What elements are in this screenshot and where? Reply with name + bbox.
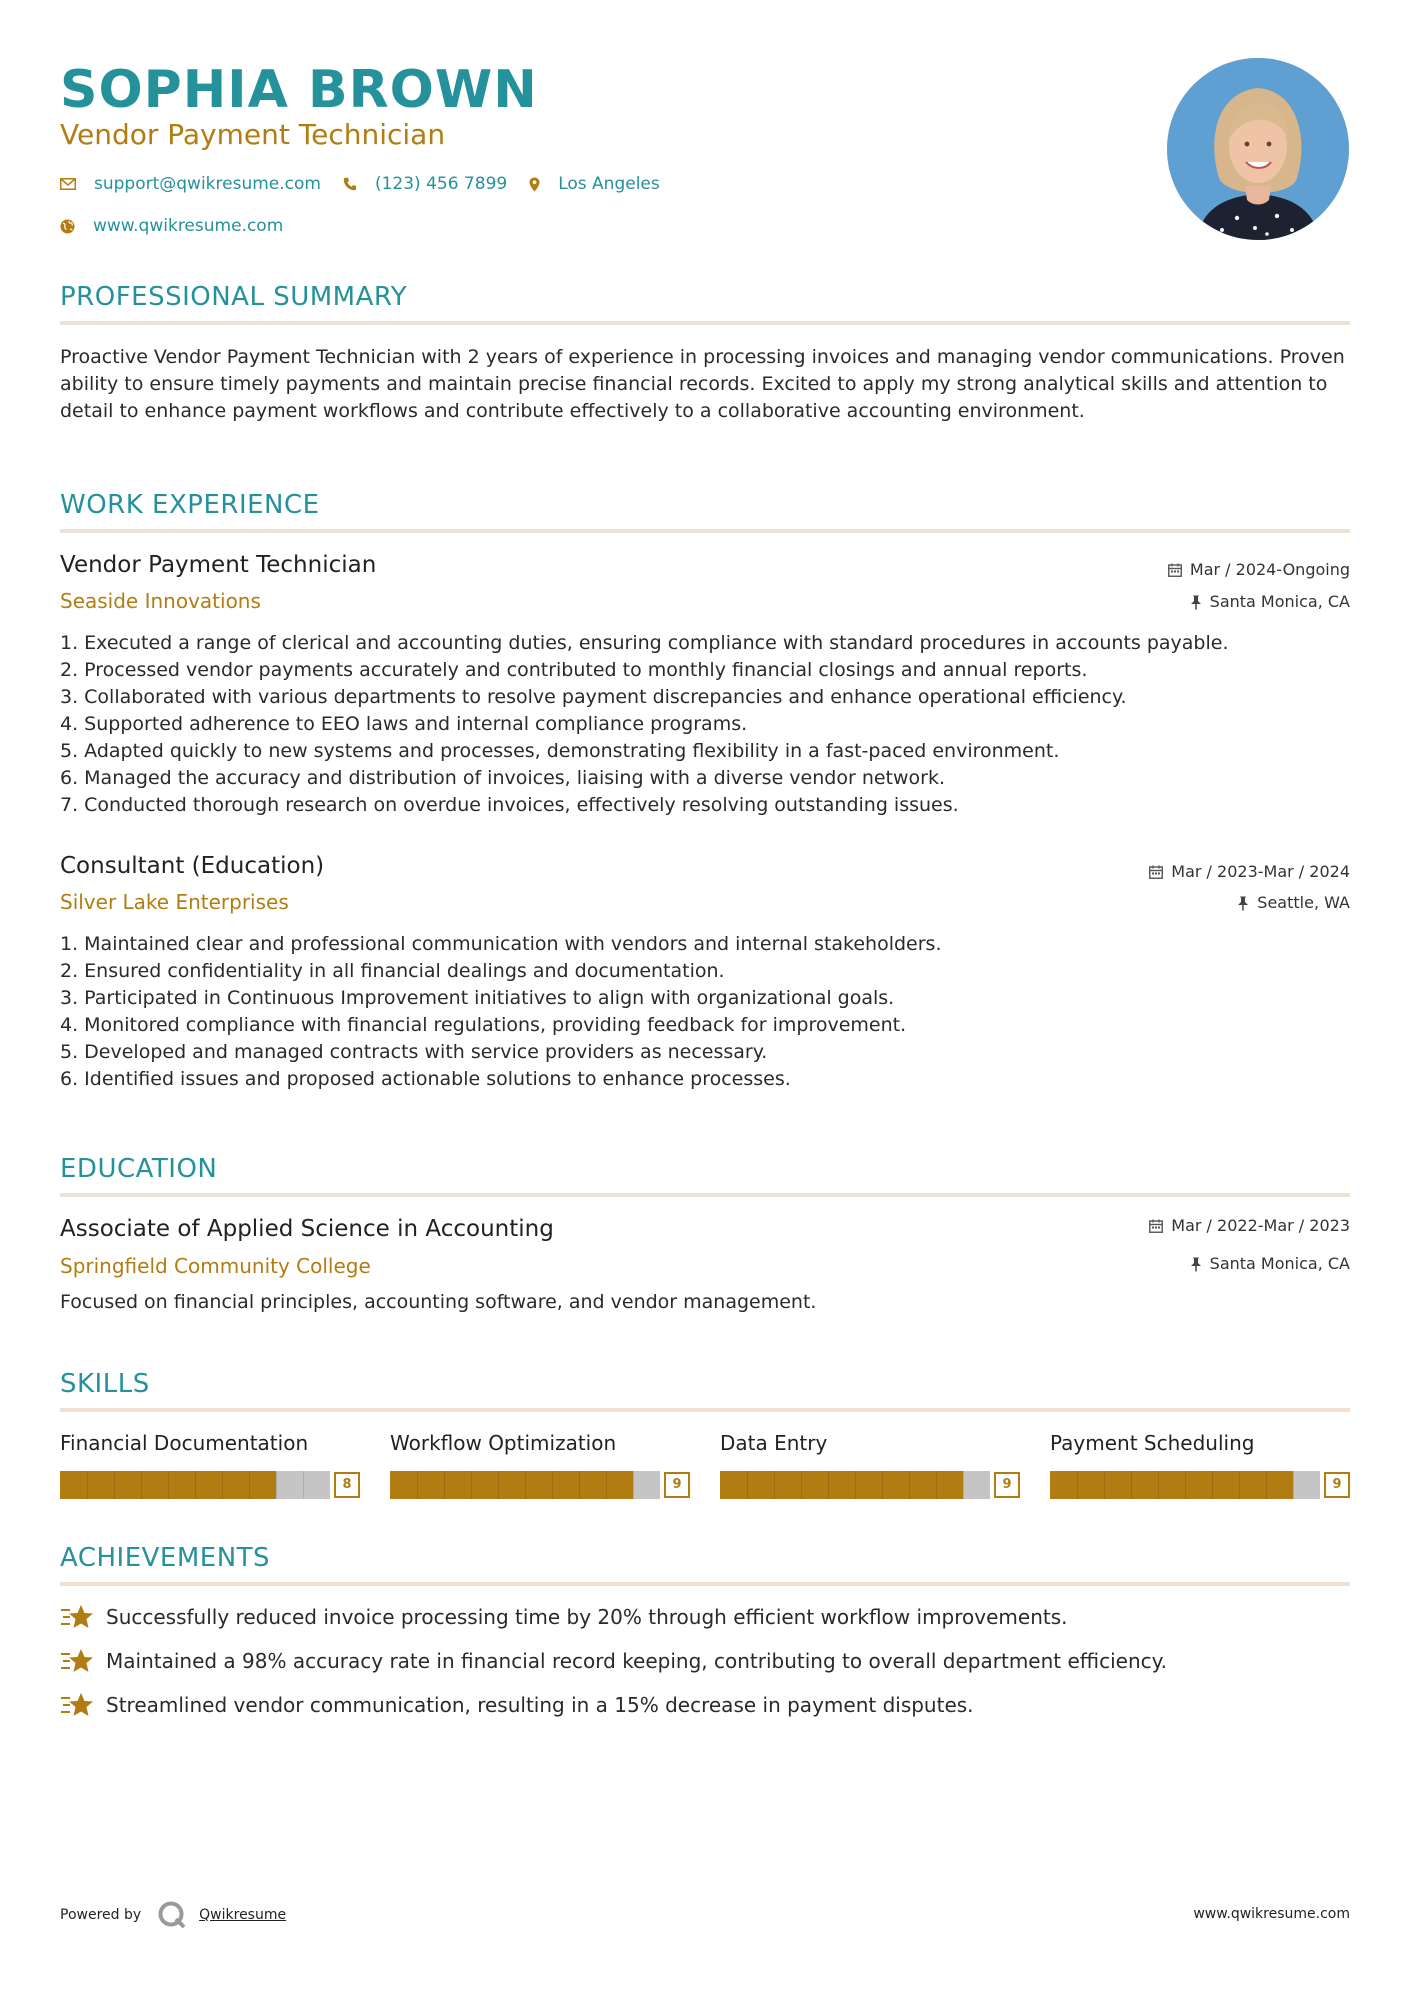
job-company: Seaside Innovations bbox=[60, 589, 261, 613]
skill-bar-segment bbox=[417, 1471, 418, 1499]
list-item: 2. Ensured confidentiality in all financial dealings and documentation. bbox=[60, 960, 725, 982]
skill-bar bbox=[390, 1471, 690, 1499]
location-text: Los Angeles bbox=[558, 174, 660, 194]
skill-bar-segment bbox=[579, 1471, 580, 1499]
summary-heading: PROFESSIONAL SUMMARY bbox=[60, 282, 408, 312]
contact-row bbox=[60, 174, 682, 194]
skills-heading: SKILLS bbox=[60, 1369, 150, 1399]
section-divider bbox=[60, 1582, 1350, 1586]
job-dates bbox=[1168, 560, 1350, 580]
skill-bar-fill bbox=[390, 1471, 633, 1499]
skill-bar-segment bbox=[909, 1471, 910, 1499]
skill-item bbox=[60, 1431, 360, 1499]
list-item: 2. Processed vendor payments accurately and contributed to monthly financial closings and annual reports. bbox=[60, 659, 1088, 681]
contact-email[interactable] bbox=[60, 174, 321, 194]
contact-location bbox=[529, 174, 660, 194]
achievement-text: Streamlined vendor communication, resulting in a 15% decrease in payment disputes. bbox=[106, 1693, 974, 1717]
skill-item bbox=[720, 1431, 1020, 1499]
education-location-text: Santa Monica, CA bbox=[1209, 1254, 1350, 1273]
job-location bbox=[1237, 893, 1350, 913]
education-dates-text: Mar / 2022-Mar / 2023 bbox=[1171, 1216, 1350, 1235]
job-dates bbox=[1149, 862, 1350, 882]
skill-bar-segment bbox=[1266, 1471, 1267, 1499]
job-dates-text: Mar / 2023-Mar / 2024 bbox=[1171, 862, 1350, 881]
skill-name: Workflow Optimization bbox=[390, 1431, 617, 1455]
education-location bbox=[1190, 1254, 1350, 1274]
skill-name: Payment Scheduling bbox=[1050, 1431, 1255, 1455]
phone-text: (123) 456 7899 bbox=[374, 174, 508, 194]
skill-bar-segment bbox=[222, 1471, 223, 1499]
school-name: Springfield Community College bbox=[60, 1254, 371, 1278]
profile-photo bbox=[1167, 58, 1349, 240]
skill-bar-segment bbox=[1239, 1471, 1240, 1499]
list-item: 4. Supported adherence to EEO laws and internal compliance programs. bbox=[60, 713, 748, 735]
list-item: 1. Executed a range of clerical and accounting duties, ensuring compliance with standard procedures in accounts payable. bbox=[60, 632, 1229, 654]
skill-bar-segment bbox=[1293, 1471, 1294, 1499]
job-company: Silver Lake Enterprises bbox=[60, 890, 289, 914]
calendar-icon bbox=[1168, 563, 1182, 577]
contact-website[interactable] bbox=[60, 216, 283, 236]
job-title: Consultant (Education) bbox=[60, 853, 325, 879]
skill-item bbox=[1050, 1431, 1350, 1499]
achievement-item bbox=[60, 1648, 1167, 1674]
skill-bar-segment bbox=[552, 1471, 553, 1499]
education-description: Focused on financial principles, accounting software, and vendor management. bbox=[60, 1291, 817, 1313]
skill-bar-segment bbox=[114, 1471, 115, 1499]
list-item: 7. Conducted thorough research on overdue invoices, effectively resolving outstanding issues. bbox=[60, 794, 959, 816]
portrait-image bbox=[1167, 58, 1349, 240]
degree-title: Associate of Applied Science in Accounting bbox=[60, 1216, 554, 1242]
skill-bar-segment bbox=[855, 1471, 856, 1499]
section-divider bbox=[60, 321, 1350, 325]
skill-bar-segment bbox=[1158, 1471, 1159, 1499]
skill-score: 9 bbox=[664, 1472, 690, 1498]
job-location-text: Seattle, WA bbox=[1257, 893, 1350, 912]
job-location-text: Santa Monica, CA bbox=[1209, 592, 1350, 611]
email-text: support@qwikresume.com bbox=[94, 174, 321, 194]
list-item: 5. Developed and managed contracts with service providers as necessary. bbox=[60, 1041, 768, 1063]
skill-bar-segment bbox=[87, 1471, 88, 1499]
job-duties-list bbox=[60, 630, 1360, 819]
skill-bar-segment bbox=[303, 1471, 304, 1499]
achievement-item bbox=[60, 1692, 974, 1718]
star-icon bbox=[60, 1692, 94, 1718]
section-divider bbox=[60, 1193, 1350, 1197]
footer-powered-by bbox=[60, 1900, 286, 1930]
skill-bar-segment bbox=[1104, 1471, 1105, 1499]
education-heading: EDUCATION bbox=[60, 1154, 218, 1184]
calendar-icon bbox=[1149, 1219, 1163, 1233]
job-location bbox=[1190, 592, 1350, 612]
job-duties-list bbox=[60, 931, 1360, 1093]
job-title: Vendor Payment Technician bbox=[60, 552, 377, 578]
skill-bar-segment bbox=[1212, 1471, 1213, 1499]
skill-bar-segment bbox=[168, 1471, 169, 1499]
candidate-title: Vendor Payment Technician bbox=[60, 118, 446, 151]
achievements-heading: ACHIEVEMENTS bbox=[60, 1543, 271, 1573]
job-dates-text: Mar / 2024-Ongoing bbox=[1189, 560, 1350, 579]
list-item: 5. Adapted quickly to new systems and processes, demonstrating flexibility in a fast-paced environment. bbox=[60, 740, 1060, 762]
phone-icon bbox=[343, 177, 357, 191]
education-dates bbox=[1149, 1216, 1350, 1236]
skill-bar-segment bbox=[774, 1471, 775, 1499]
skill-bar-segment bbox=[444, 1471, 445, 1499]
pushpin-icon bbox=[1237, 896, 1249, 911]
contact-phone[interactable] bbox=[343, 174, 507, 194]
work-heading: WORK EXPERIENCE bbox=[60, 490, 320, 520]
section-divider bbox=[60, 529, 1350, 533]
summary-text: Proactive Vendor Payment Technician with 2 years of experience in processing invoices and managing vendor communications. Proven ability to ensure timely payments and maintain precise financial records. Excited to apply my strong analytical skills and attention to detail to enhance payment workflows and contribute effectively to a collaborative accounting environment. bbox=[60, 346, 1345, 422]
list-item: 3. Participated in Continuous Improvement initiatives to align with organizational goals. bbox=[60, 987, 895, 1009]
skill-bar-segment bbox=[471, 1471, 472, 1499]
achievement-text: Successfully reduced invoice processing time by 20% through efficient workflow improvements. bbox=[106, 1605, 1068, 1629]
skill-bar-segment bbox=[936, 1471, 937, 1499]
skill-bar-fill bbox=[1050, 1471, 1293, 1499]
list-item: 1. Maintained clear and professional communication with vendors and internal stakeholders. bbox=[60, 933, 942, 955]
skill-bar-segment bbox=[633, 1471, 634, 1499]
calendar-icon bbox=[1149, 865, 1163, 879]
list-item: 6. Managed the accuracy and distribution of invoices, liaising with a diverse vendor network. bbox=[60, 767, 946, 789]
footer-website[interactable]: www.qwikresume.com bbox=[1193, 1906, 1350, 1922]
skill-bar-segment bbox=[801, 1471, 802, 1499]
map-pin-icon bbox=[529, 177, 540, 192]
skill-bar-fill bbox=[720, 1471, 963, 1499]
pushpin-icon bbox=[1190, 1257, 1202, 1272]
globe-icon bbox=[60, 219, 75, 234]
list-item: 6. Identified issues and proposed actionable solutions to enhance processes. bbox=[60, 1068, 791, 1090]
candidate-name: SOPHIA BROWN bbox=[60, 60, 538, 120]
star-icon bbox=[60, 1648, 94, 1674]
website-text: www.qwikresume.com bbox=[93, 216, 284, 236]
skill-bar-segment bbox=[249, 1471, 250, 1499]
skill-bar bbox=[1050, 1471, 1350, 1499]
qwikresume-link[interactable]: Qwikresume bbox=[199, 1907, 287, 1923]
skill-bar-segment bbox=[1131, 1471, 1132, 1499]
list-item: 4. Monitored compliance with financial regulations, providing feedback for improvement. bbox=[60, 1014, 907, 1036]
star-icon bbox=[60, 1604, 94, 1630]
envelope-icon bbox=[60, 178, 76, 190]
skill-bar-segment bbox=[276, 1471, 277, 1499]
pushpin-icon bbox=[1190, 595, 1202, 610]
skill-score: 9 bbox=[994, 1472, 1020, 1498]
skill-bar-segment bbox=[963, 1471, 964, 1499]
list-item: 3. Collaborated with various departments to resolve payment discrepancies and enhance operational efficiency. bbox=[60, 686, 1127, 708]
skill-bar bbox=[720, 1471, 1020, 1499]
skill-score: 8 bbox=[334, 1472, 360, 1498]
skill-bar-segment bbox=[141, 1471, 142, 1499]
skill-item bbox=[390, 1431, 690, 1499]
skill-bar-segment bbox=[606, 1471, 607, 1499]
qwikresume-logo-icon bbox=[157, 1900, 187, 1930]
powered-by-text: Powered by bbox=[60, 1907, 142, 1923]
website-row bbox=[60, 216, 305, 236]
skill-bar-segment bbox=[498, 1471, 499, 1499]
skill-bar-segment bbox=[882, 1471, 883, 1499]
skill-bar-segment bbox=[747, 1471, 748, 1499]
skill-name: Data Entry bbox=[720, 1431, 828, 1455]
skill-bar bbox=[60, 1471, 360, 1499]
achievement-text: Maintained a 98% accuracy rate in financial record keeping, contributing to overall department efficiency. bbox=[106, 1649, 1167, 1673]
skill-name: Financial Documentation bbox=[60, 1431, 309, 1455]
skill-score: 9 bbox=[1324, 1472, 1350, 1498]
achievement-item bbox=[60, 1604, 1067, 1630]
skill-bar-segment bbox=[195, 1471, 196, 1499]
skill-bar-segment bbox=[1185, 1471, 1186, 1499]
skill-bar-segment bbox=[525, 1471, 526, 1499]
section-divider bbox=[60, 1408, 1350, 1412]
skill-bar-segment bbox=[1077, 1471, 1078, 1499]
skill-bar-segment bbox=[828, 1471, 829, 1499]
